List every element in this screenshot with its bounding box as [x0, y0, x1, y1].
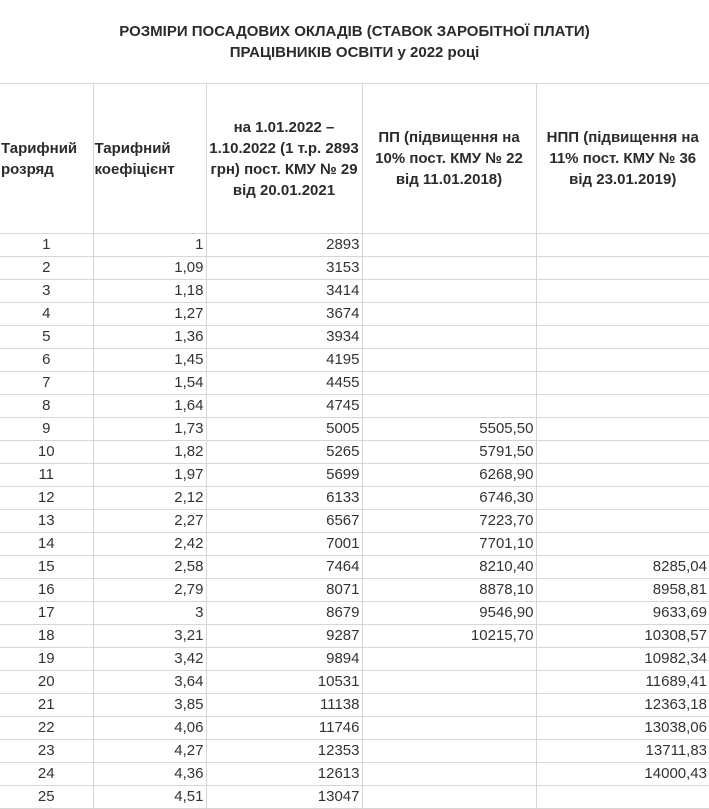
cell-salary: 5265 — [206, 441, 362, 464]
cell-salary: 3153 — [206, 257, 362, 280]
cell-coefficient: 3,85 — [93, 694, 206, 717]
table-row — [0, 326, 709, 349]
cell-coefficient: 1,45 — [93, 349, 206, 372]
table-row — [0, 579, 709, 602]
cell-coefficient: 1,82 — [93, 441, 206, 464]
cell-salary: 6133 — [206, 487, 362, 510]
cell-pp: 5791,50 — [362, 441, 536, 464]
cell-pp — [362, 257, 536, 280]
cell-salary: 12613 — [206, 763, 362, 786]
table-body — [0, 234, 709, 809]
cell-salary: 11746 — [206, 717, 362, 740]
cell-salary: 7001 — [206, 533, 362, 556]
cell-coefficient: 4,27 — [93, 740, 206, 763]
header-rank: Тарифний розряд — [0, 84, 93, 234]
table-row — [0, 395, 709, 418]
cell-npp — [536, 234, 709, 257]
cell-coefficient: 1,18 — [93, 280, 206, 303]
cell-coefficient: 3,21 — [93, 625, 206, 648]
cell-coefficient: 2,12 — [93, 487, 206, 510]
cell-pp — [362, 740, 536, 763]
cell-salary: 11138 — [206, 694, 362, 717]
cell-npp: 8958,81 — [536, 579, 709, 602]
cell-pp: 8878,10 — [362, 579, 536, 602]
cell-npp — [536, 372, 709, 395]
cell-coefficient: 1,36 — [93, 326, 206, 349]
cell-npp — [536, 533, 709, 556]
cell-pp: 7223,70 — [362, 510, 536, 533]
cell-pp — [362, 395, 536, 418]
cell-npp — [536, 257, 709, 280]
cell-rank: 11 — [0, 464, 93, 487]
cell-pp — [362, 372, 536, 395]
cell-coefficient: 2,42 — [93, 533, 206, 556]
table-row — [0, 786, 709, 809]
cell-pp: 10215,70 — [362, 625, 536, 648]
title-line-1: РОЗМІРИ ПОСАДОВИХ ОКЛАДІВ (СТАВОК ЗАРОБІТНОЇ ПЛАТИ) — [119, 22, 590, 40]
cell-salary: 6567 — [206, 510, 362, 533]
cell-rank: 25 — [0, 786, 93, 809]
cell-salary: 5699 — [206, 464, 362, 487]
table-row — [0, 694, 709, 717]
cell-pp: 7701,10 — [362, 533, 536, 556]
cell-salary: 9894 — [206, 648, 362, 671]
cell-pp — [362, 648, 536, 671]
cell-coefficient: 2,27 — [93, 510, 206, 533]
cell-rank: 10 — [0, 441, 93, 464]
table-row — [0, 487, 709, 510]
cell-pp: 8210,40 — [362, 556, 536, 579]
cell-npp — [536, 464, 709, 487]
cell-rank: 21 — [0, 694, 93, 717]
cell-rank: 23 — [0, 740, 93, 763]
cell-coefficient: 4,51 — [93, 786, 206, 809]
cell-pp — [362, 786, 536, 809]
cell-npp — [536, 510, 709, 533]
salary-table — [0, 83, 709, 809]
cell-npp: 14000,43 — [536, 763, 709, 786]
table-row — [0, 372, 709, 395]
cell-salary: 7464 — [206, 556, 362, 579]
cell-npp: 10308,57 — [536, 625, 709, 648]
header-row — [0, 84, 709, 234]
cell-pp — [362, 280, 536, 303]
table-row — [0, 602, 709, 625]
header-salary: на 1.01.2022 – 1.10.2022 (1 т.р. 2893 грн) пост. КМУ № 29 від 20.01.2021 — [206, 84, 362, 234]
cell-npp — [536, 786, 709, 809]
cell-salary: 13047 — [206, 786, 362, 809]
table-row — [0, 740, 709, 763]
cell-salary: 2893 — [206, 234, 362, 257]
table-row — [0, 648, 709, 671]
cell-npp: 12363,18 — [536, 694, 709, 717]
cell-salary: 5005 — [206, 418, 362, 441]
cell-coefficient: 1,73 — [93, 418, 206, 441]
table-row — [0, 234, 709, 257]
cell-rank: 4 — [0, 303, 93, 326]
cell-rank: 15 — [0, 556, 93, 579]
cell-rank: 2 — [0, 257, 93, 280]
cell-salary: 4455 — [206, 372, 362, 395]
cell-coefficient: 4,06 — [93, 717, 206, 740]
cell-rank: 1 — [0, 234, 93, 257]
cell-pp — [362, 763, 536, 786]
cell-pp — [362, 717, 536, 740]
cell-coefficient: 3,42 — [93, 648, 206, 671]
cell-npp: 13711,83 — [536, 740, 709, 763]
title-line-2: ПРАЦІВНИКІВ ОСВІТИ у 2022 році — [229, 43, 480, 61]
cell-salary: 10531 — [206, 671, 362, 694]
cell-npp — [536, 487, 709, 510]
table-row — [0, 533, 709, 556]
cell-rank: 24 — [0, 763, 93, 786]
cell-coefficient: 1,64 — [93, 395, 206, 418]
table-row — [0, 671, 709, 694]
cell-rank: 7 — [0, 372, 93, 395]
cell-coefficient: 1,27 — [93, 303, 206, 326]
header-pp: ПП (підвищення на 10% пост. КМУ № 22 від 11.01.2018) — [362, 84, 536, 234]
cell-rank: 8 — [0, 395, 93, 418]
table-row — [0, 717, 709, 740]
cell-rank: 19 — [0, 648, 93, 671]
cell-npp — [536, 349, 709, 372]
cell-rank: 18 — [0, 625, 93, 648]
cell-coefficient: 1,54 — [93, 372, 206, 395]
table-row — [0, 763, 709, 786]
cell-npp: 13038,06 — [536, 717, 709, 740]
cell-rank: 3 — [0, 280, 93, 303]
cell-npp — [536, 418, 709, 441]
cell-rank: 14 — [0, 533, 93, 556]
cell-npp: 10982,34 — [536, 648, 709, 671]
cell-rank: 5 — [0, 326, 93, 349]
cell-coefficient: 3,64 — [93, 671, 206, 694]
table-row — [0, 556, 709, 579]
cell-rank: 17 — [0, 602, 93, 625]
cell-rank: 12 — [0, 487, 93, 510]
cell-salary: 8071 — [206, 579, 362, 602]
table-row — [0, 303, 709, 326]
cell-coefficient: 2,58 — [93, 556, 206, 579]
cell-npp: 9633,69 — [536, 602, 709, 625]
cell-npp — [536, 280, 709, 303]
page-title — [0, 0, 709, 83]
table-row — [0, 625, 709, 648]
cell-salary: 3934 — [206, 326, 362, 349]
cell-coefficient: 2,79 — [93, 579, 206, 602]
cell-npp: 8285,04 — [536, 556, 709, 579]
cell-salary: 4745 — [206, 395, 362, 418]
cell-pp: 6746,30 — [362, 487, 536, 510]
cell-salary: 9287 — [206, 625, 362, 648]
cell-pp — [362, 694, 536, 717]
cell-coefficient: 1,09 — [93, 257, 206, 280]
cell-salary: 3674 — [206, 303, 362, 326]
cell-coefficient: 3 — [93, 602, 206, 625]
header-npp: НПП (підвищення на 11% пост. КМУ № 36 від 23.01.2019) — [536, 84, 709, 234]
cell-pp — [362, 671, 536, 694]
cell-rank: 6 — [0, 349, 93, 372]
cell-coefficient: 1,97 — [93, 464, 206, 487]
table-row — [0, 441, 709, 464]
cell-rank: 16 — [0, 579, 93, 602]
cell-npp — [536, 303, 709, 326]
cell-pp: 9546,90 — [362, 602, 536, 625]
table-row — [0, 280, 709, 303]
cell-rank: 20 — [0, 671, 93, 694]
cell-rank: 13 — [0, 510, 93, 533]
cell-pp — [362, 349, 536, 372]
cell-salary: 4195 — [206, 349, 362, 372]
table-row — [0, 349, 709, 372]
cell-pp — [362, 303, 536, 326]
cell-coefficient: 1 — [93, 234, 206, 257]
header-coefficient: Тарифний коефіцієнт — [93, 84, 206, 234]
cell-rank: 22 — [0, 717, 93, 740]
cell-pp: 6268,90 — [362, 464, 536, 487]
table-row — [0, 510, 709, 533]
cell-salary: 8679 — [206, 602, 362, 625]
cell-npp — [536, 395, 709, 418]
cell-rank: 9 — [0, 418, 93, 441]
table-row — [0, 464, 709, 487]
cell-pp — [362, 234, 536, 257]
cell-npp: 11689,41 — [536, 671, 709, 694]
table-row — [0, 418, 709, 441]
cell-pp — [362, 326, 536, 349]
cell-npp — [536, 441, 709, 464]
cell-pp: 5505,50 — [362, 418, 536, 441]
cell-salary: 3414 — [206, 280, 362, 303]
cell-salary: 12353 — [206, 740, 362, 763]
cell-npp — [536, 326, 709, 349]
table-row — [0, 257, 709, 280]
cell-coefficient: 4,36 — [93, 763, 206, 786]
